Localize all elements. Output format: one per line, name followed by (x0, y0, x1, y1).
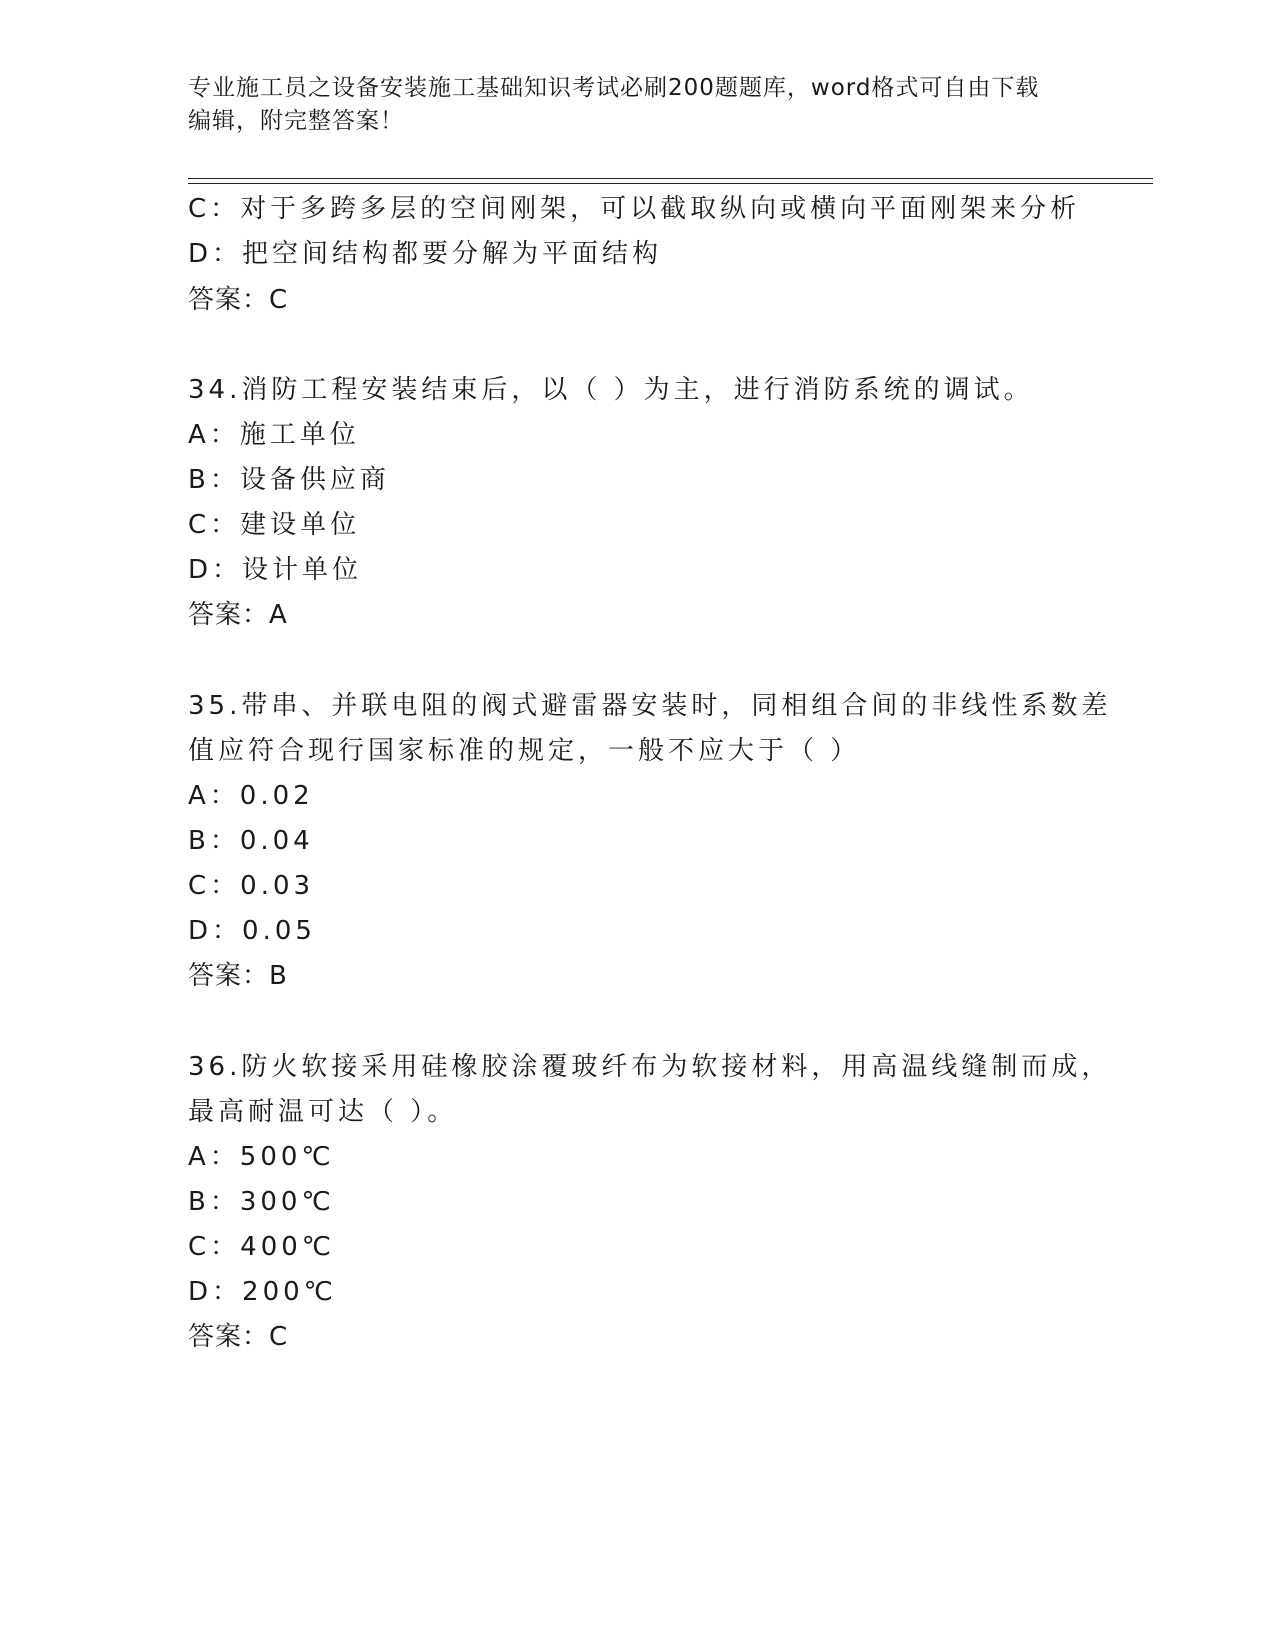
question-stem: 35.带串、并联电阻的阀式避雷器安装时，同相组合间的非线性系数差 (188, 691, 1112, 721)
question-stem: 36.防火软接采用硅橡胶涂覆玻纤布为软接材料，用高温线缝制而成， (188, 1052, 1112, 1082)
prev-option-d: D：把空间结构都要分解为平面结构 (188, 239, 663, 269)
header-divider-top (188, 178, 1153, 179)
prev-answer: 答案：C (188, 285, 289, 315)
option-d: D：200℃ (188, 1277, 337, 1307)
option-c: C：400℃ (188, 1232, 335, 1262)
question-stem-continued: 最高耐温可达（ ）。 (188, 1097, 458, 1127)
option-d: D：0.05 (188, 916, 316, 946)
prev-option-c: C：对于多跨多层的空间刚架，可以截取纵向或横向平面刚架来分析 (188, 194, 1081, 224)
option-c: C：建设单位 (188, 510, 361, 540)
question-stem: 34.消防工程安装结束后，以（ ）为主，进行消防系统的调试。 (188, 375, 1034, 405)
option-b: B：300℃ (188, 1187, 335, 1217)
option-b: B：设备供应商 (188, 465, 390, 495)
header-line-1: 专业施工员之设备安装施工基础知识考试必刷200题题库，word格式可自由下载 (188, 75, 1040, 101)
answer: 答案：C (188, 1322, 289, 1352)
option-a: A：500℃ (188, 1142, 335, 1172)
answer: 答案：A (188, 600, 288, 630)
header-line-2: 编辑，附完整答案！ (188, 108, 404, 134)
option-a: A：0.02 (188, 781, 314, 811)
option-c: C：0.03 (188, 871, 315, 901)
document-header (188, 72, 1088, 138)
answer: 答案：B (188, 961, 288, 991)
option-d: D：设计单位 (188, 555, 363, 585)
option-a: A：施工单位 (188, 420, 360, 450)
header-divider-bottom (188, 183, 1153, 184)
question-stem-continued: 值应符合现行国家标准的规定，一般不应大于（ ） (188, 736, 861, 766)
option-b: B：0.04 (188, 826, 314, 856)
